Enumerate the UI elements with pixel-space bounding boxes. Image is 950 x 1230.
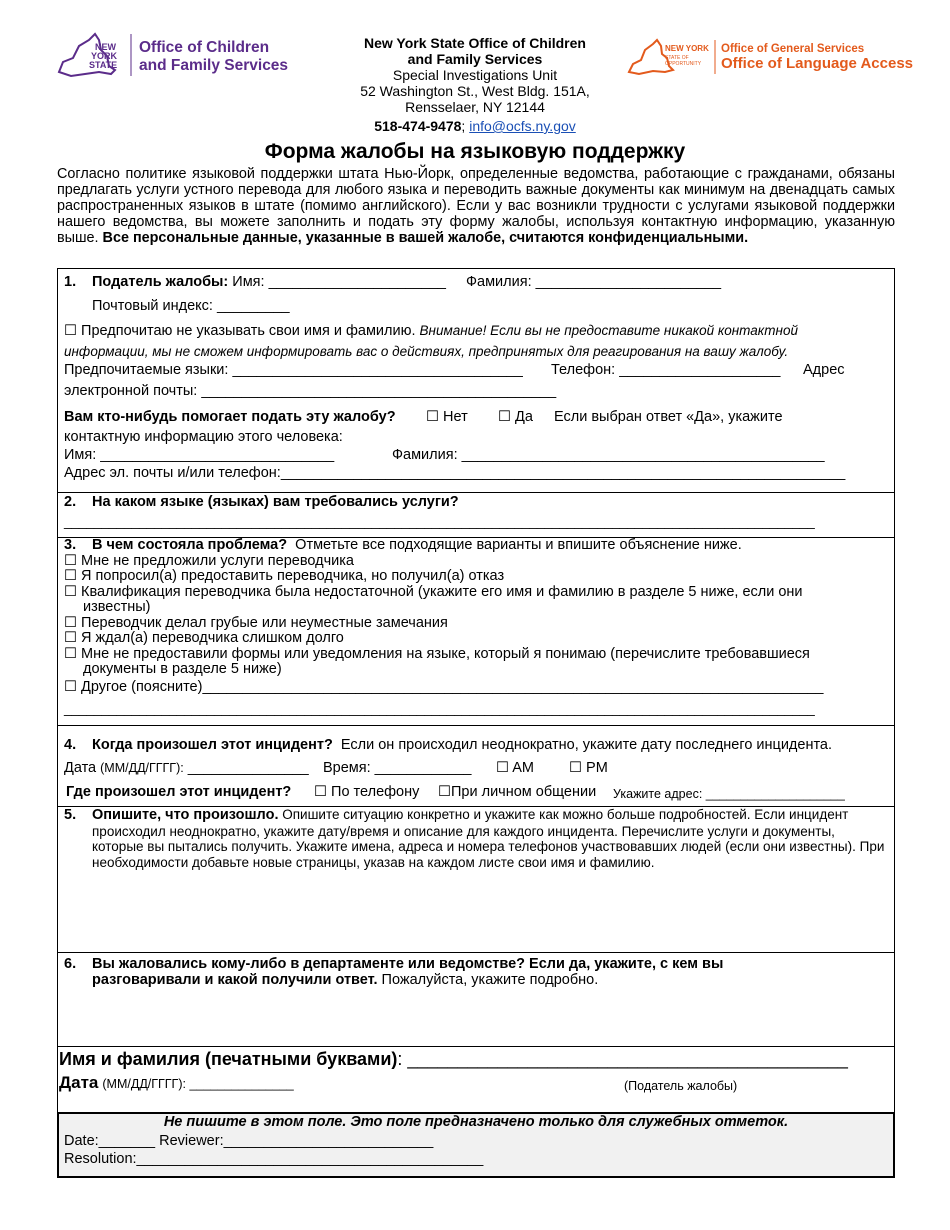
- s4-number: 4.: [64, 737, 77, 753]
- svg-text:STATE OF: STATE OF: [665, 55, 689, 61]
- intro-paragraph: Согласно политике языковой поддержки штата Нью-Йорк, определенные ведомства, работающие с гражданами, обязаны предлагать услуги устного перевода для любого языка и переводить важные документы как минимум на двенадцать самых распространенных языков в штате (помимо английского). Если у вас возникли трудности с услугами языковой поддержки нашего ведомства, вы можете заполнить и подать эту форму жалобы, используя контактную информацию, указанную выше. Все персональные данные, указанные в вашей жалобе, считаются конфиденциальными.: [57, 166, 895, 246]
- helper-contact-label: контактную информацию этого человека:: [64, 429, 343, 445]
- office-date-reviewer: Date:_______ Reviewer:__________________________: [64, 1133, 434, 1149]
- s2-number: 2.: [64, 494, 77, 510]
- s2-question: На каком языке (языках) вам требовались услуги?: [92, 494, 459, 510]
- s3-answer-line[interactable]: ____________________________________________________________________________________________________: [64, 701, 815, 716]
- helper-no-checkbox[interactable]: ☐ Нет: [426, 409, 468, 425]
- divider: [57, 1046, 895, 1047]
- svg-text:NEW YORK: NEW YORK: [665, 44, 709, 53]
- ny-state-opportunity-icon: [625, 38, 720, 78]
- office-use-note: Не пишите в этом поле. Это поле предназначено только для служебных отметок.: [163, 1114, 789, 1130]
- helper-question: Вам кто-нибудь помогает подать эту жалобу?: [64, 409, 396, 425]
- ny-state-shape-icon: [55, 32, 135, 80]
- svg-text:OPPORTUNITY: OPPORTUNITY: [665, 61, 702, 67]
- printed-name-field[interactable]: Имя и фамилия (печатными буквами): ____________________________________________: [59, 1049, 848, 1069]
- by-phone-checkbox[interactable]: ☐ По телефону: [314, 784, 420, 800]
- s1-complainant-row: Податель жалобы: Имя: ______________________: [92, 274, 446, 290]
- problem-option-continuation: известны): [83, 599, 151, 615]
- helper-last-name-field[interactable]: Фамилия: _____________________________________________: [392, 447, 825, 463]
- agency-phone: 518-474-9478: [374, 118, 462, 134]
- signature-date-field[interactable]: Дата (ММ/ДД/ГГГГ): _______________: [59, 1073, 294, 1092]
- ocfs-logo: [55, 32, 305, 80]
- pm-checkbox[interactable]: ☐ PM: [569, 760, 608, 776]
- s5-description: Опишите, что произошло. Опишите ситуацию конкретно и укажите как можно больше подробностей. Если инцидент происходил неоднократно, укажите дату/время и описание для каждого инцидента. Перечислите услуги и документы, которые вы пытались получить. Укажите имена, адреса и номера телефонов участвовавших людей (если они известны). При необходимости добавьте новые страницы, указав на каждом листе свои имя и фамилию.: [92, 807, 885, 870]
- s5-answer-area[interactable]: [92, 875, 890, 949]
- s1-number: 1.: [64, 274, 77, 290]
- office-resolution: Resolution:___________________________________________: [64, 1151, 484, 1167]
- ogs-name: Office of General Services: [721, 43, 865, 55]
- phone-field[interactable]: Телефон: ____________________: [551, 362, 781, 378]
- agency-street: 52 Washington St., West Bldg. 151A,: [360, 83, 590, 99]
- ogs-logo: [625, 38, 913, 78]
- problem-option-checkbox[interactable]: ☐ Я попросил(а) предоставить переводчика, но получил(а) отказ: [64, 568, 505, 584]
- agency-address: New York State Office of Children and Family Services Special Investigations Unit 52 Washington St., West Bldg. 151A, Rensselaer, NY 12144 518-474-9478; info@ocfs.ny.gov: [320, 35, 630, 134]
- zip-field[interactable]: Почтовый индекс: _________: [92, 298, 290, 314]
- problem-option-checkbox[interactable]: ☐ Мне не предложили услуги переводчика: [64, 553, 354, 569]
- incident-address-field[interactable]: Укажите адрес: ____________________: [613, 787, 845, 801]
- complainant-role-label: (Податель жалобы): [624, 1079, 738, 1093]
- svg-text:NEW: NEW: [95, 42, 116, 52]
- helper-yes-checkbox[interactable]: ☐ Да: [498, 409, 533, 425]
- am-checkbox[interactable]: ☐ AM: [496, 760, 534, 776]
- problem-option-checkbox[interactable]: ☐ Квалификация переводчика была недостаточной (укажите его имя и фамилию в разделе 5 ниже, если они: [64, 584, 803, 600]
- problem-option-checkbox[interactable]: ☐ Переводчик делал грубые или неуместные замечания: [64, 615, 448, 631]
- email-field[interactable]: электронной почты: ____________________________________________: [64, 383, 557, 399]
- agency-name-line2: and Family Services: [407, 51, 543, 67]
- svg-text:YORK: YORK: [91, 51, 118, 61]
- incident-time-field[interactable]: Время: ____________: [323, 760, 472, 776]
- divider: [57, 725, 895, 726]
- s5-number: 5.: [64, 807, 77, 823]
- s6-number: 6.: [64, 956, 77, 972]
- problem-option-continuation: документы в разделе 5 ниже): [83, 661, 282, 677]
- anonymous-row: ☐ Предпочитаю не указывать свои имя и фамилию. Внимание! Если вы не предоставите никакой контактной: [64, 323, 798, 339]
- agency-email-link[interactable]: info@ocfs.ny.gov: [469, 118, 576, 134]
- page-title: Форма жалобы на языковую поддержку: [264, 140, 686, 163]
- problem-option-checkbox[interactable]: ☐ Я ждал(а) переводчика слишком долго: [64, 630, 344, 646]
- s4-question-row: Когда произошел этот инцидент? Если он происходил неоднократно, укажите дату последнего инцидента.: [92, 737, 833, 753]
- email-label-a: Адрес: [803, 362, 845, 378]
- agency-name-line1: New York State Office of Children: [364, 35, 586, 51]
- helper-first-name-field[interactable]: Имя: _____________________________: [64, 447, 335, 463]
- divider: [57, 952, 895, 953]
- helper-yes-note: Если выбран ответ «Да», укажите: [554, 409, 783, 425]
- svg-text:STATE: STATE: [89, 60, 118, 70]
- problem-option-checkbox[interactable]: ☐ Мне не предоставили формы или уведомления на языке, который я понимаю (перечислите требовавшиеся: [64, 646, 810, 662]
- divider: [57, 492, 895, 493]
- ola-name: Office of Language Access: [721, 55, 913, 72]
- s3-number: 3.: [64, 537, 77, 553]
- agency-unit: Special Investigations Unit: [392, 67, 558, 83]
- anonymous-checkbox[interactable]: ☐ Предпочитаю не указывать свои имя и фамилию.: [64, 323, 416, 339]
- in-person-checkbox[interactable]: ☐При личном общении: [438, 784, 597, 800]
- preferred-languages-field[interactable]: Предпочитаемые языки: ____________________________________: [64, 362, 523, 378]
- problem-other-field[interactable]: ☐ Другое (поясните)_____________________________________________________________________________: [64, 679, 824, 695]
- s6-question: Вы жаловались кому-либо в департаменте или ведомстве? Если да, укажите, с кем вы разговаривали и какой получили ответ. Пожалуйста, укажите подробно.: [92, 956, 724, 988]
- location-question: Где произошел этот инцидент?: [66, 784, 292, 800]
- incident-date-field[interactable]: Дата (ММ/ДД/ГГГГ): _______________: [64, 760, 309, 776]
- first-name-field[interactable]: Имя: ______________________: [232, 274, 446, 290]
- agency-city: Rensselaer, NY 12144: [405, 99, 545, 115]
- anonymous-warning: информации, мы не сможем информировать вас о действиях, предпринятых для реагирования на вашу жалобу.: [64, 344, 789, 359]
- ocfs-logo-name: Office of Children and Family Services: [139, 39, 289, 74]
- last-name-field[interactable]: Фамилия: _______________________: [466, 274, 722, 290]
- helper-email-field[interactable]: Адрес эл. почты и/или телефон:______________________________________________________________________: [64, 465, 846, 481]
- s3-question-row: В чем состояла проблема? Отметьте все подходящие варианты и впишите объяснение ниже.: [92, 537, 742, 553]
- s6-answer-area[interactable]: [92, 994, 890, 1042]
- s2-answer-line[interactable]: ____________________________________________________________________________________________________: [64, 514, 815, 529]
